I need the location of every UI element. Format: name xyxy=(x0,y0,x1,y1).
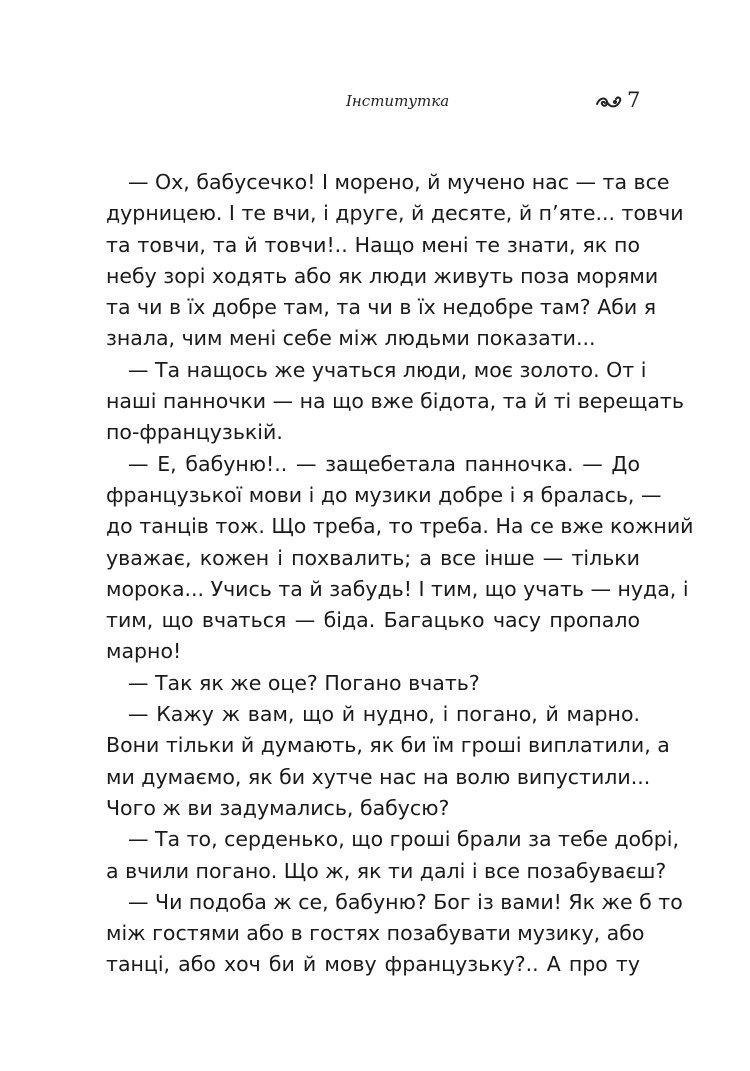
text-line: марно! xyxy=(106,639,182,664)
text-line: по-французькій. xyxy=(106,420,283,445)
text-line: між гостями або в гостях позабувати музику, або xyxy=(106,921,645,946)
text-line: — Чи подоба ж се, бабуню? Бог із вами! Як же б то xyxy=(128,889,683,914)
text-line: французької мови і до музики добре і я бралась, — xyxy=(106,482,662,507)
text-line: — Кажу ж вам, що й нудно, і погано, й марно. xyxy=(128,702,640,727)
text-line: — Та то, серденько, що гроші брали за тебе добрі, xyxy=(128,827,679,852)
text-line: а вчили погано. Що ж, як ти далі і все позабуваєш? xyxy=(106,858,667,883)
text-line: дурницею. І те вчи, і друге, й десяте, й п’яте... товчи xyxy=(106,201,684,226)
page-number: 7 xyxy=(627,88,641,112)
text-line: — Та нащось же учаться люди, моє золото. От і xyxy=(128,357,647,382)
text-line: та чи в їх добре там, та чи в їх недобре там? Аби я xyxy=(106,295,657,320)
text-line: Чого ж ви задумались, бабусю? xyxy=(106,795,450,820)
fleuron-ornament-icon xyxy=(595,94,623,110)
text-line: до танців тож. Що треба, то треба. На се вже кожний xyxy=(106,514,694,539)
text-line: танці, або хоч би й мову французьку?.. А про ту xyxy=(106,952,640,977)
running-title: Інститутка xyxy=(346,92,450,110)
page-header xyxy=(0,88,750,118)
text-line: — Ох, бабусечко! І морено, й мучено нас — та все xyxy=(128,170,670,194)
text-line: ми думаємо, як би хутче нас на волю випустили... xyxy=(106,764,651,789)
text-line: морока... Учись та й забудь! І тим, що учать — нуда, і xyxy=(106,576,689,601)
text-line: небу зорі ходять або як люди живуть поза морями xyxy=(106,263,659,288)
text-line: уважає, кожен і похвалить; а все інше — тільки xyxy=(106,545,640,570)
body-text xyxy=(106,167,694,981)
text-line: — Так як же оце? Погано вчать? xyxy=(128,670,480,695)
text-line: Вони тільки й думають, як би їм гроші виплатили, а xyxy=(106,733,670,758)
text-line: знала, чим мені себе між людьми показати... xyxy=(106,326,596,351)
text-line: тим, що вчаться — біда. Багацько часу пропало xyxy=(106,608,640,633)
text-line: — Е, бабуню!.. — защебетала панночка. — До xyxy=(128,451,640,476)
text-line: наші панночки — на що вже бідота, та й ті верещать xyxy=(106,389,684,414)
text-line: та товчи, та й товчи!.. Нащо мені те знати, як по xyxy=(106,232,640,257)
